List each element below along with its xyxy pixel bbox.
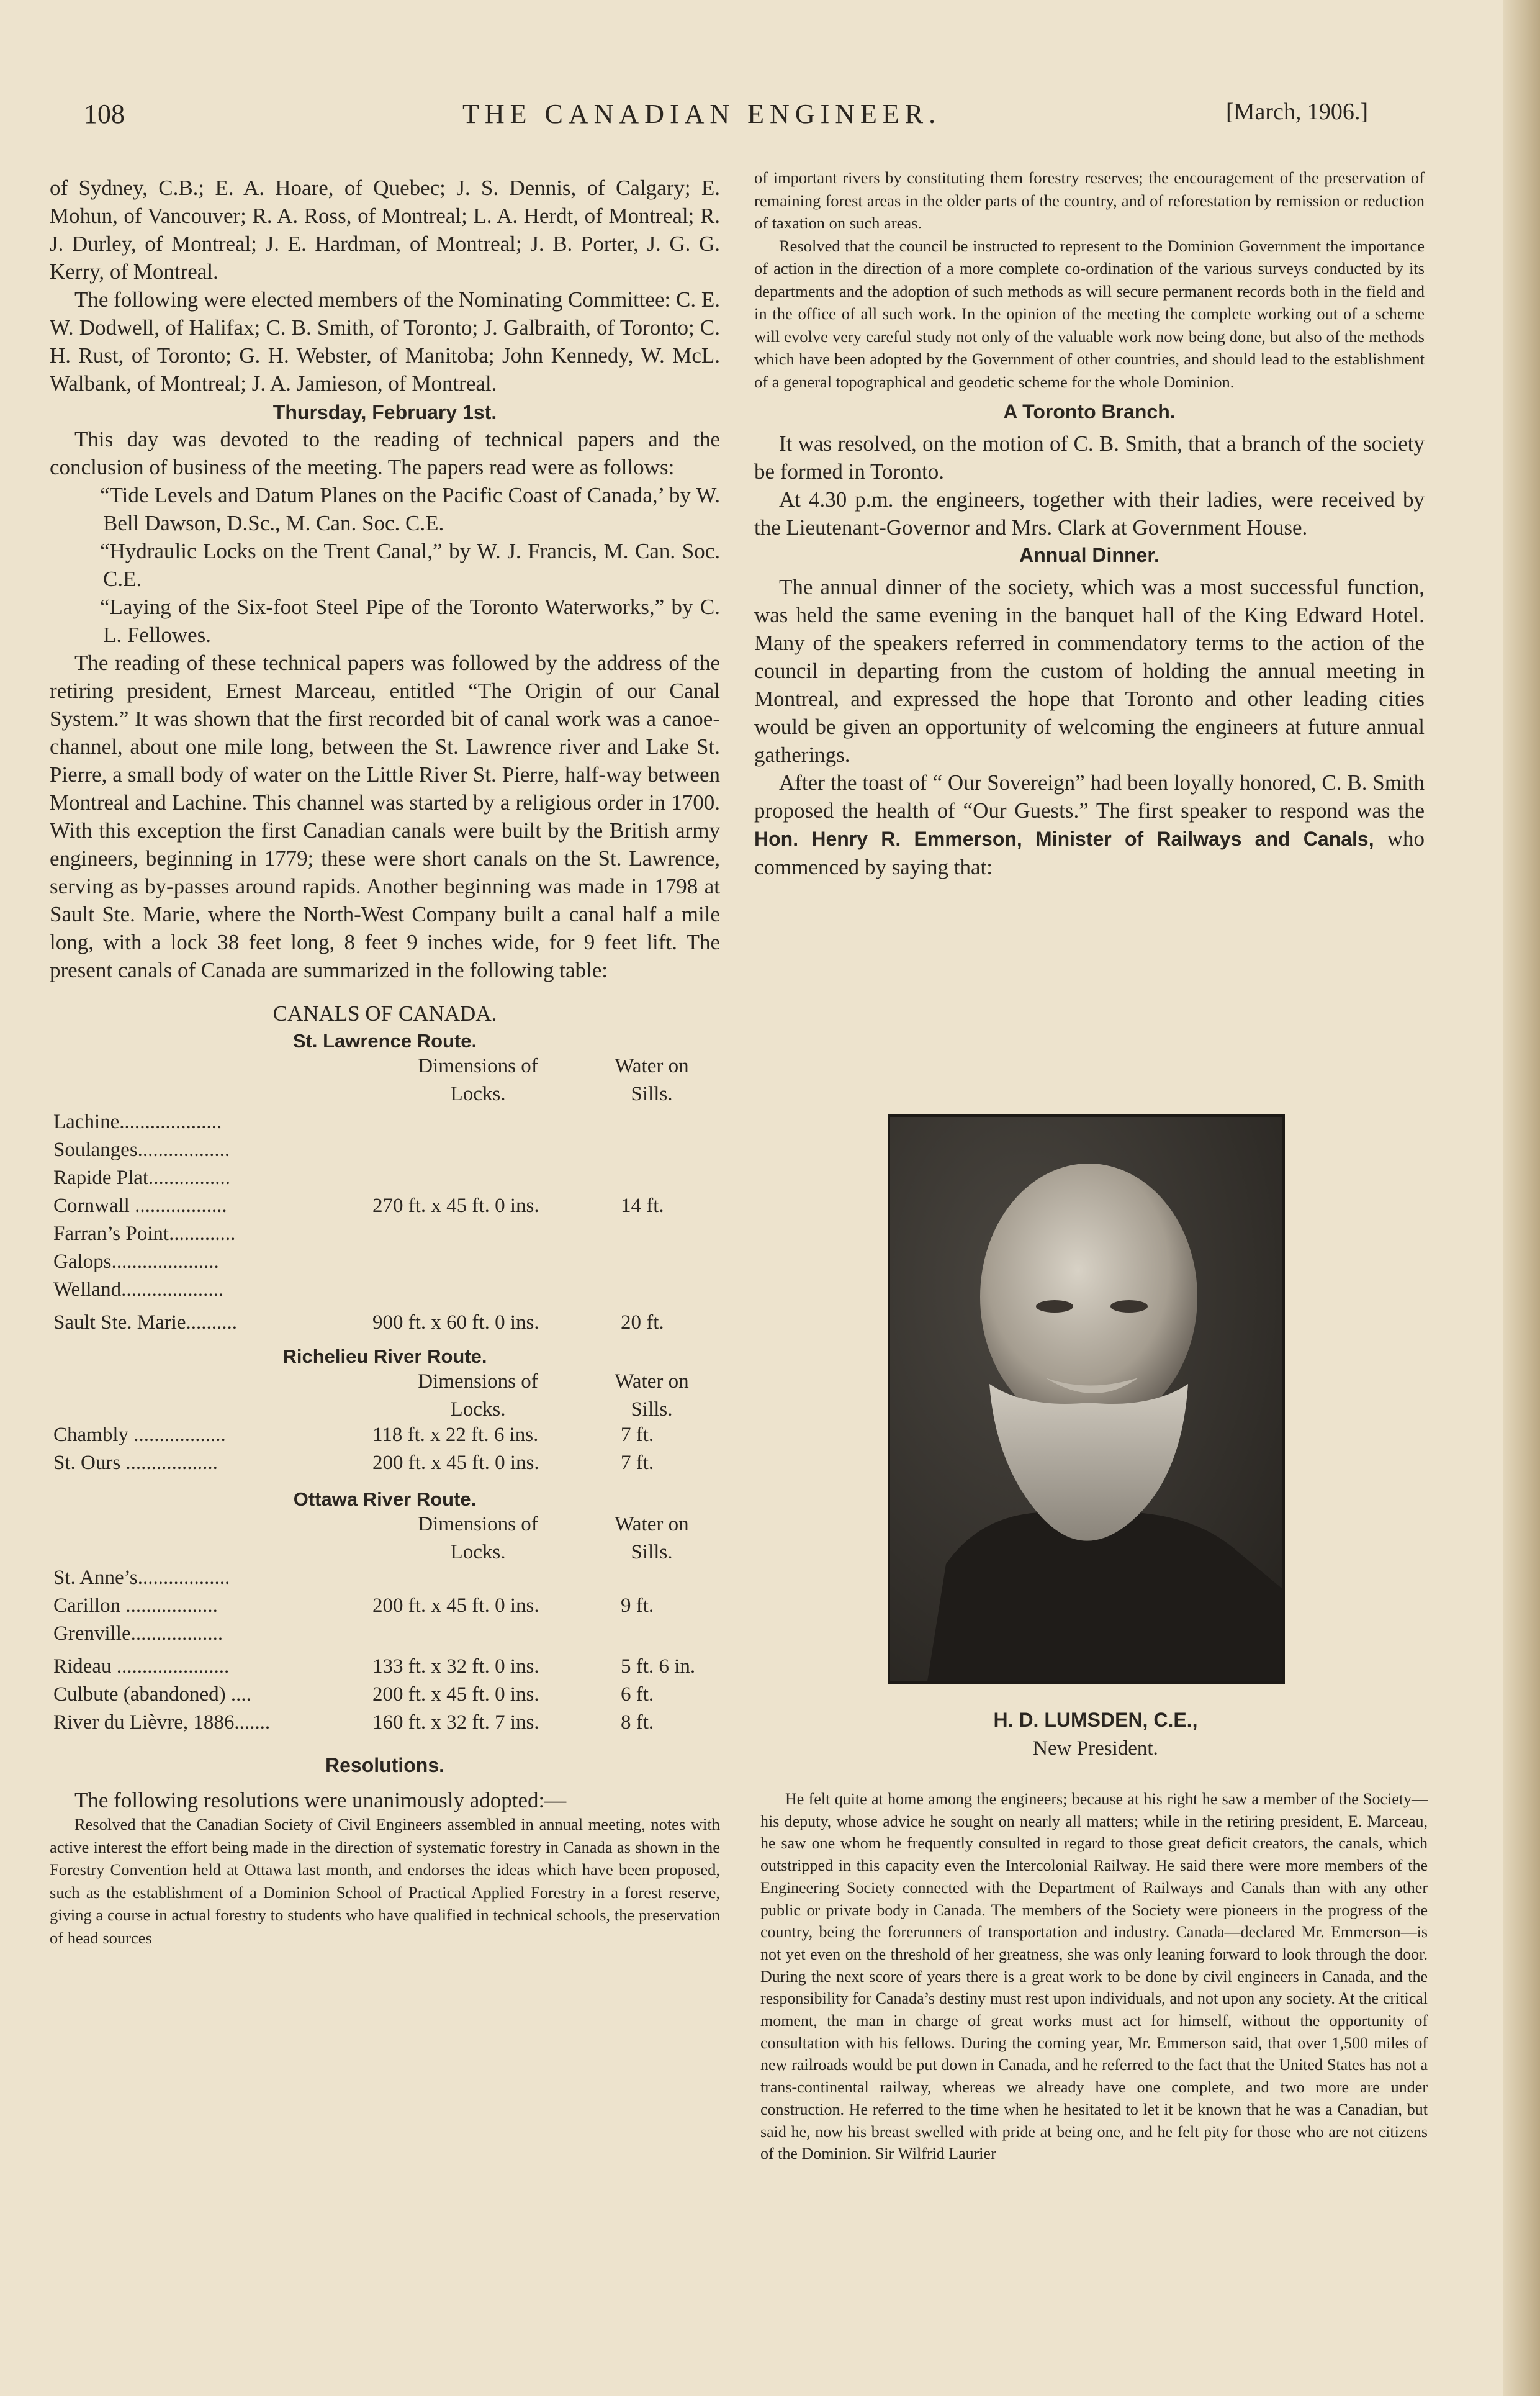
column-header: Dimensions of Locks. xyxy=(418,1513,538,1563)
photo-caption-role: New President. xyxy=(1033,1737,1158,1760)
table-row xyxy=(50,1278,720,1306)
table-row xyxy=(50,1424,720,1452)
column-header: Water on Sills. xyxy=(615,1513,689,1563)
water-on-sills: 9 ft. xyxy=(621,1594,654,1617)
lock-dimensions: 160 ft. x 32 ft. 7 ins. xyxy=(372,1711,539,1734)
section-heading: A Toronto Branch. xyxy=(1003,400,1176,423)
canal-name: St. Anne’s.................. xyxy=(53,1566,230,1589)
canal-name: River du Lièvre, 1886....... xyxy=(53,1711,271,1734)
column-header: Water on Sills. xyxy=(615,1370,689,1421)
table-row xyxy=(50,1167,720,1195)
route-heading: Ottawa River Route. xyxy=(293,1488,477,1510)
column-header: Dimensions of Locks. xyxy=(418,1370,538,1421)
lock-dimensions: 200 ft. x 45 ft. 0 ins. xyxy=(372,1452,539,1474)
paragraph: At 4.30 p.m. the engineers, together with their ladies, were received by the Lieutenant-Governor and Mrs. Clark at Government House. xyxy=(754,487,1425,540)
paragraph: The annual dinner of the society, which was a most successful function, was held the same evening in the banquet hall of the King Edward Hotel. Many of the speakers referred in commendatory terms to the action of the council in departing from the custom of holding the annual meeting in Montreal, and expressed the hope that Toronto and other leading cities would be given an opportunity of welcoming the engineers at future annual gatherings. xyxy=(754,575,1425,767)
right-column-bottom xyxy=(760,1788,1428,2165)
speech-text: He felt quite at home among the engineers; because at his right he saw a member of the Society—his deputy, whose advice he sought on nearly all matters; while in the retiring president, E. Marceau, he saw one whom he frequently consulted in regard to those great deficit creators, the canals, which outstripped in this capacity even the Intercolonial Railway. He said there were more members of the Engineering Society connected with the Department of Railways and Canals than with any other public or private body in Canada. The members of the Society were pioneers in the progress of the country, being the forerunners of transportation and industry. Canada—declared Mr. Emmerson—is not yet even on the threshold of her greatness, she was only leaning forward to look through the door. During the next score of years there is a great work to be done by civil engineers in Canada, and the responsibility for Canada’s destiny must rest upon individuals, and not upon any society. At the critical moment, the man in charge of great works must act for himself, without the opportunity of consultation with his fellows. During the coming year, Mr. Emmerson said, that over 1,500 miles of new railroads would be put down in Canada, and he referred to the fact that the United States has not a trans-continental railway, whereas we already have one complete, and two more are under construction. He referred to the time when he hesitated to let it be known that he was a Canadian, but said he, now his breast swelled with pride at being one, and he felt pity for those who are not citizens of the Dominion. Sir Wilfrid Laurier xyxy=(760,1790,1428,2163)
resolution-text: of important rivers by constituting them forestry reserves; the encouragement of the preservation of remaining forest areas in the older parts of the country, and of reforestation by remission or reduction of taxation on such areas. xyxy=(754,168,1425,232)
canal-name: Rideau ...................... xyxy=(53,1655,230,1678)
portrait-photo xyxy=(888,1114,1285,1684)
paragraph: of Sydney, C.B.; E. A. Hoare, of Quebec; J. S. Dennis, of Calgary; E. Mohun, of Vancouver; R. A. Ross, of Montreal; L. A. Herdt, of Montreal; R. J. Durley, of Montreal; J. E. Hardman, of Montreal; J. B. Porter, J. G. G. Kerry, of Montreal. xyxy=(50,176,720,284)
water-on-sills: 8 ft. xyxy=(621,1711,654,1734)
speaker-name: Hon. Henry R. Emmerson, Minister of Railways and Canals, xyxy=(754,828,1374,850)
canal-name: Cornwall .................. xyxy=(53,1195,227,1217)
portrait-image xyxy=(890,1117,1282,1681)
table-row xyxy=(50,1711,720,1739)
paper-title: “Laying of the Six-foot Steel Pipe of the Toronto Waterworks,” by C. L. Fellowes. xyxy=(100,595,720,647)
paragraph: The following resolutions were unanimously adopted:— xyxy=(74,1788,567,1812)
lock-dimensions: 133 ft. x 32 ft. 0 ins. xyxy=(372,1655,539,1678)
table-row xyxy=(50,1195,720,1223)
water-on-sills: 20 ft. xyxy=(621,1311,664,1334)
table-row xyxy=(50,1683,720,1711)
paragraph-text: who commenced by saying that: xyxy=(754,826,1425,879)
paragraph xyxy=(754,769,1425,881)
table-row xyxy=(50,1594,720,1622)
lock-dimensions: 200 ft. x 45 ft. 0 ins. xyxy=(372,1594,539,1617)
paragraph: This day was devoted to the reading of technical papers and the conclusion of business of the meeting. The papers read were as follows: xyxy=(50,427,720,479)
table-row xyxy=(50,1566,720,1594)
resolution-text: Resolved that the Canadian Society of Civil Engineers assembled in annual meeting, notes with active interest the effort being made in the direction of systematic forestry in Canada as shown in the Forestry Convention held at Ottawa last month, and endorses the ideas which have been proposed, such as the establishment of a Dominion School of Practical Applied Forestry in a forest reserve, giving a course in actual forestry to students who have qualified in technical schools, the preservation of head sources xyxy=(50,1815,720,1947)
resolution-text: Resolved that the council be instructed to represent to the Dominion Government the importance of action in the direction of a more complete co-ordination of the various surveys conducted by its departments and the adoption of such methods as will secure permanent records both in the field and in the office of all such work. In the opinion of the meeting the complete working out of a scheme will evolve very careful study not only of the valuable work now being done, but also of the methods which have been adopted by the Government of other countries, and should lead to the establishment of a general topographical and geodetic scheme for the whole Dominion. xyxy=(754,236,1425,391)
paper-title: “Tide Levels and Datum Planes on the Pacific Coast of Canada,’ by W. Bell Dawson, D.Sc., M. Can. Soc. C.E. xyxy=(100,483,720,535)
water-on-sills: 14 ft. xyxy=(621,1195,664,1217)
right-column xyxy=(754,166,1425,881)
canal-name: Rapide Plat................ xyxy=(53,1167,231,1189)
canal-name: Carillon .................. xyxy=(53,1594,218,1617)
canal-name: St. Ours .................. xyxy=(53,1452,218,1474)
canal-name: Galops..................... xyxy=(53,1250,219,1273)
paragraph-text: After the toast of “ Our Sovereign” had been loyally honored, C. B. Smith proposed the health of “Our Guests.” The first speaker to respond was the xyxy=(754,771,1425,823)
canal-name: Lachine.................... xyxy=(53,1111,222,1133)
water-on-sills: 6 ft. xyxy=(621,1683,654,1706)
paragraph: The reading of these technical papers was followed by the address of the retiring president, Ernest Marceau, entitled “The Origin of our Canal System.” It was shown that the first recorded bit of canal work was a canoe-channel, about one mile long, between the St. Lawrence river and Lake St. Pierre, a small body of water on the Little River St. Pierre, half-way between Montreal and Lachine. This channel was started by a religious order in 1700. With this exception the first Canadian canals were built by the British army engineers, beginning in 1779; these were short canals on the St. Lawrence, serving as by-passes around rapids. Another beginning was made in 1798 at Sault Ste. Marie, where the North-West Company built a canal half a mile long, with a lock 38 feet long, 8 feet 9 inches wide, for 9 feet lift. The present canals of Canada are summarized in the following table: xyxy=(50,651,720,982)
issue-date: [March, 1906.] xyxy=(1226,99,1368,125)
lock-dimensions: 270 ft. x 45 ft. 0 ins. xyxy=(372,1195,539,1217)
table-header xyxy=(50,1511,720,1566)
paper-title: “Hydraulic Locks on the Trent Canal,” by W. J. Francis, M. Can. Soc. C.E. xyxy=(100,539,720,591)
table-row xyxy=(50,1655,720,1683)
table-row xyxy=(50,1311,720,1339)
canal-name: Welland.................... xyxy=(53,1278,224,1301)
table-row xyxy=(50,1452,720,1480)
section-heading: Resolutions. xyxy=(325,1754,444,1776)
table-row xyxy=(50,1250,720,1278)
table-row xyxy=(50,1622,720,1650)
table-title: CANALS OF CANADA. xyxy=(272,1001,497,1026)
left-column xyxy=(50,174,720,1949)
lock-dimensions: 900 ft. x 60 ft. 0 ins. xyxy=(372,1311,539,1334)
paragraph: The following were elected members of the Nominating Committee: C. E. W. Dodwell, of Halifax; C. B. Smith, of Toronto; J. Galbraith, of Toronto; C. H. Rust, of Toronto; G. H. Webster, of Manitoba; John Kennedy, W. McL. Walbank, of Montreal; J. A. Jamieson, of Montreal. xyxy=(50,287,721,396)
canal-name: Culbute (abandoned) .... xyxy=(53,1683,251,1706)
water-on-sills: 5 ft. 6 in. xyxy=(621,1655,696,1678)
canal-name: Farran’s Point............. xyxy=(53,1223,236,1245)
section-heading: Annual Dinner. xyxy=(1019,544,1160,566)
canal-name: Soulanges.................. xyxy=(53,1139,230,1161)
canal-name: Chambly .................. xyxy=(53,1424,226,1446)
canal-name: Sault Ste. Marie.......... xyxy=(53,1311,238,1334)
table-row xyxy=(50,1223,720,1250)
table-header xyxy=(50,1052,720,1108)
canal-name: Grenville.................. xyxy=(53,1622,223,1645)
water-on-sills: 7 ft. xyxy=(621,1424,654,1446)
photo-caption-name: H. D. LUMSDEN, C.E., xyxy=(993,1709,1198,1731)
route-heading: St. Lawrence Route. xyxy=(292,1030,477,1052)
table-row xyxy=(50,1139,720,1167)
water-on-sills: 7 ft. xyxy=(621,1452,654,1474)
table-header xyxy=(50,1368,720,1424)
route-heading: Richelieu River Route. xyxy=(282,1345,487,1367)
table-row xyxy=(50,1111,720,1139)
section-heading: Thursday, February 1st. xyxy=(272,401,497,423)
lock-dimensions: 118 ft. x 22 ft. 6 ins. xyxy=(372,1424,539,1446)
journal-title: THE CANADIAN ENGINEER. xyxy=(462,99,942,129)
page-number: 108 xyxy=(84,99,125,129)
canals-table xyxy=(50,1001,720,1739)
paragraph: It was resolved, on the motion of C. B. Smith, that a branch of the society be formed in Toronto. xyxy=(754,432,1425,484)
column-header: Dimensions of Locks. xyxy=(418,1055,538,1105)
page-edge xyxy=(1503,0,1540,2396)
lock-dimensions: 200 ft. x 45 ft. 0 ins. xyxy=(372,1683,539,1706)
column-header: Water on Sills. xyxy=(615,1055,689,1105)
